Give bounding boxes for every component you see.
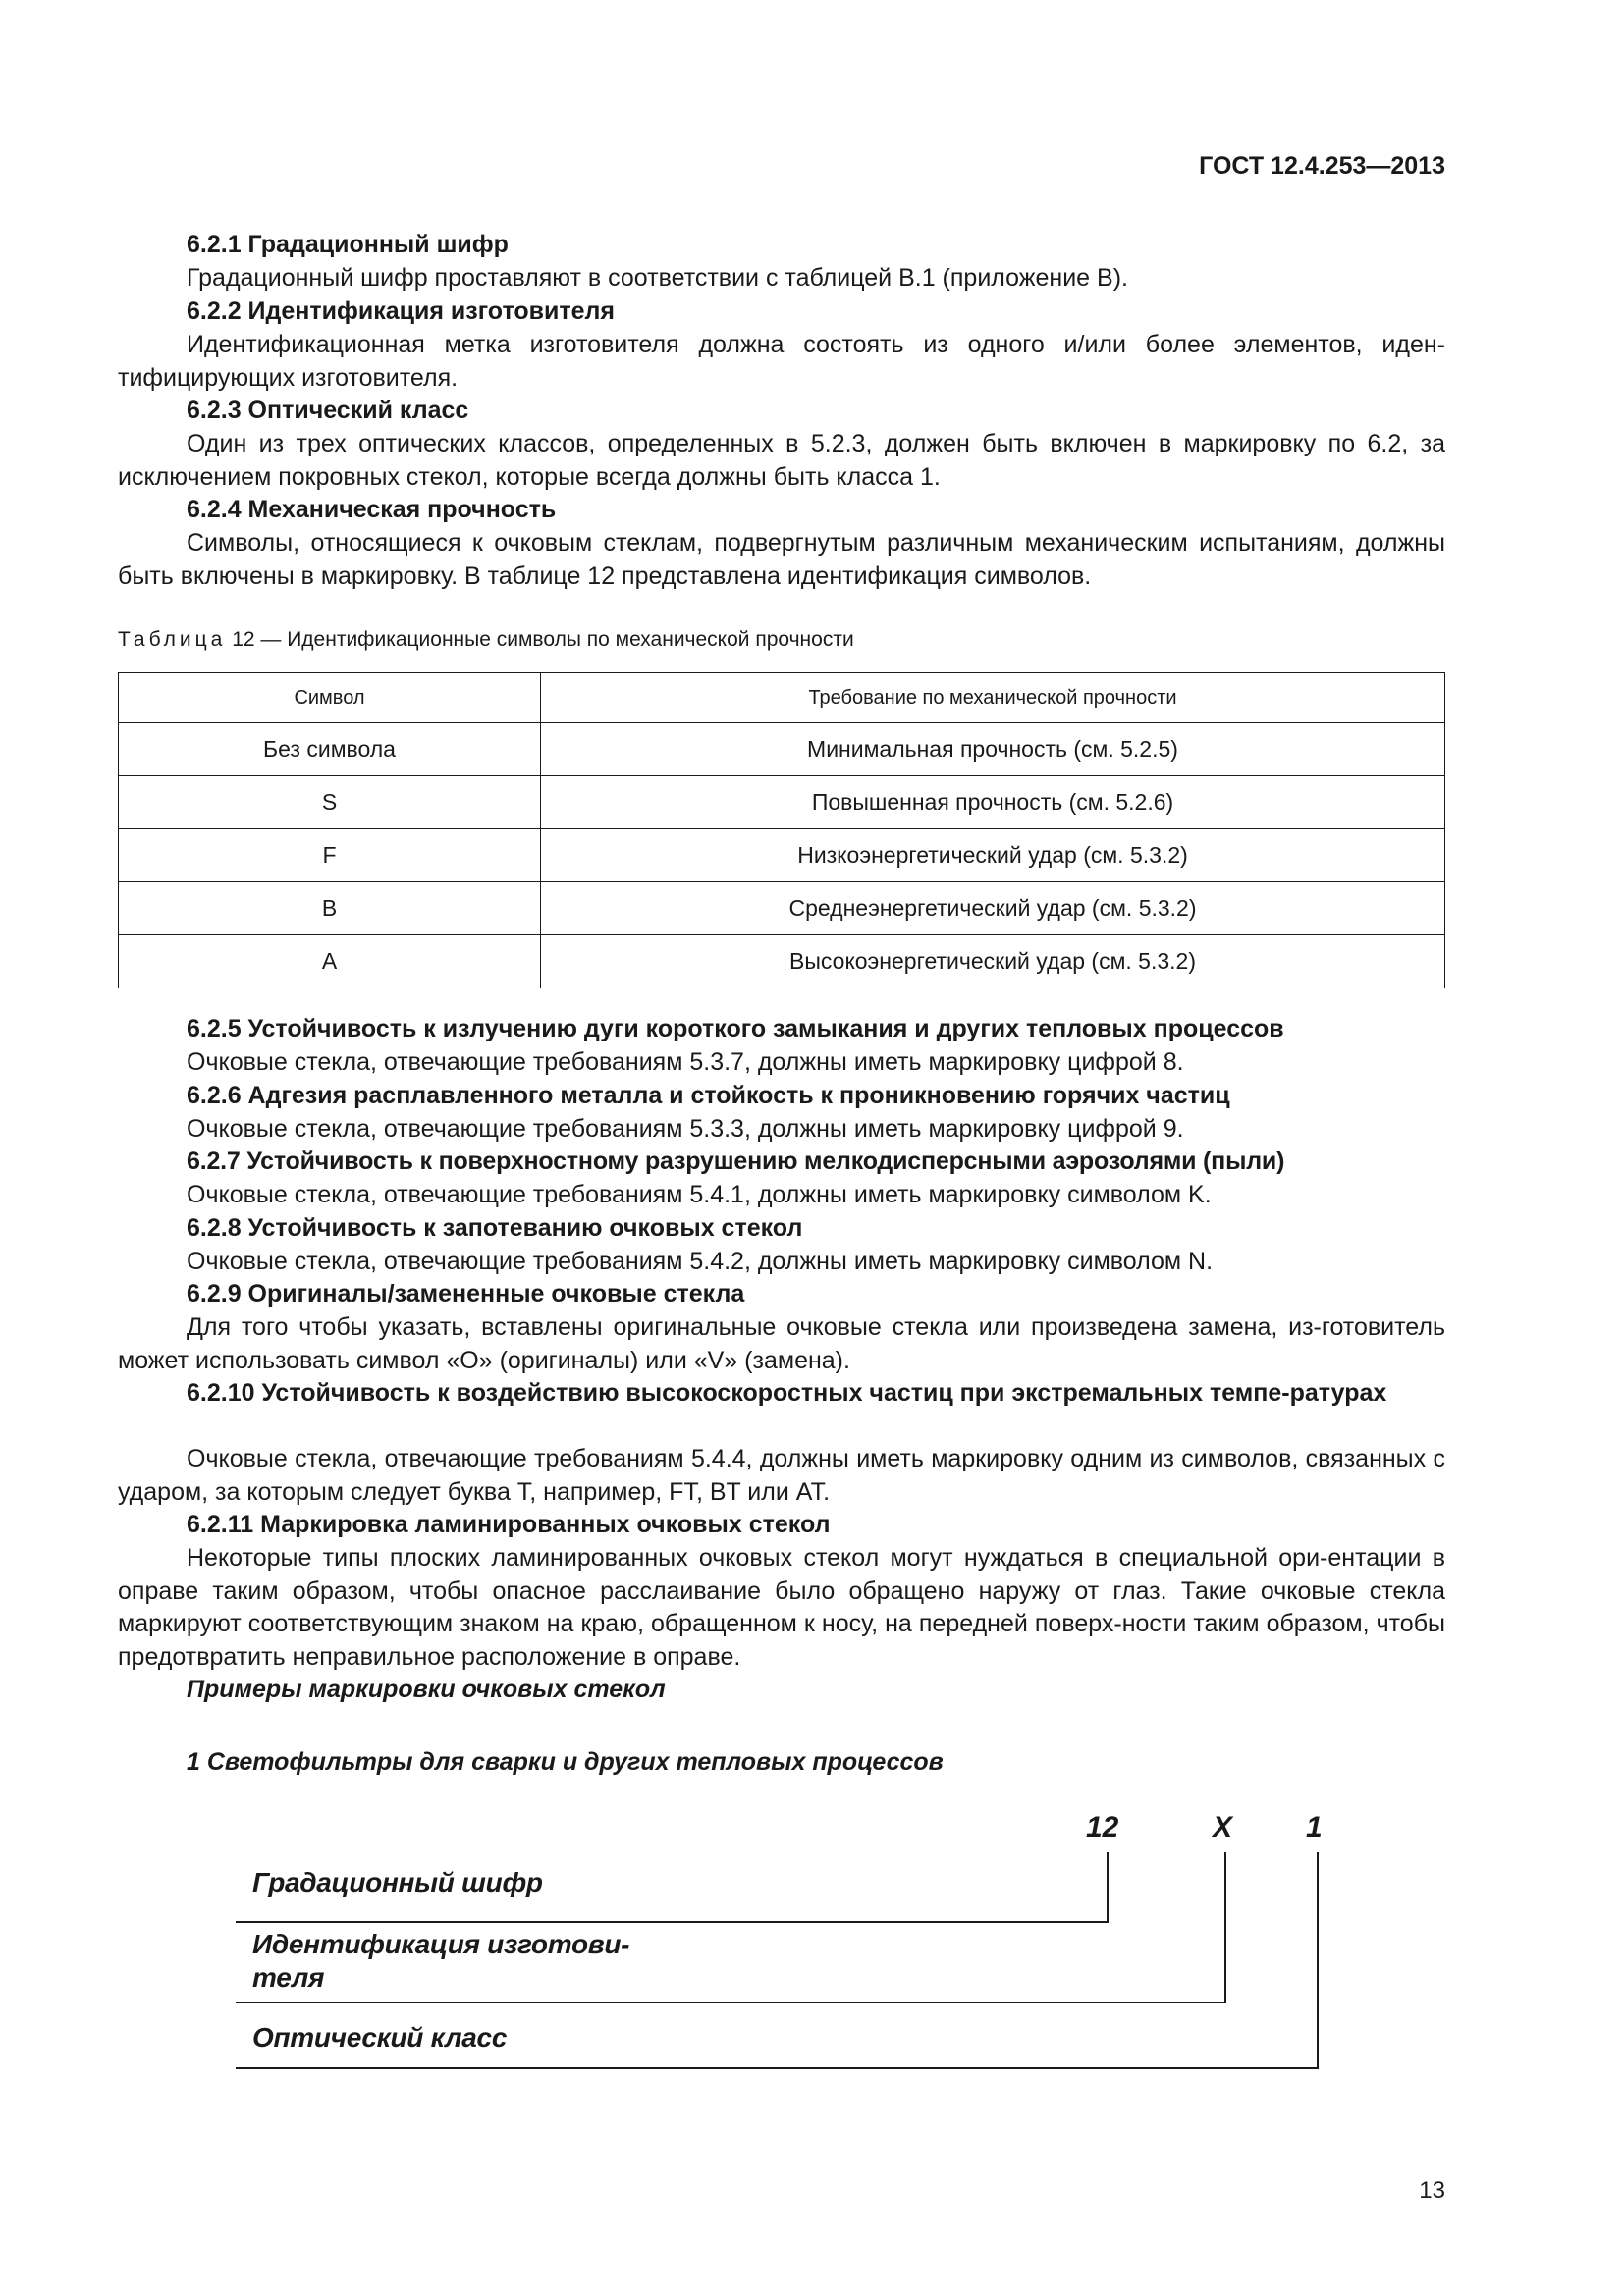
diagram-leader-lines (236, 1811, 1335, 2086)
section-text-6-2-7: Очковые стекла, отвечающие требованиям 5.4.1, должны иметь маркировку символом K. (187, 1181, 1212, 1208)
section-text-6-2-1: Градационный шифр проставляют в соответствии с таблицей В.1 (приложение В). (187, 264, 1128, 292)
table-cell-symbol: Без символа (119, 723, 541, 776)
mark-manufacturer-id: X (1213, 1811, 1233, 1843)
table-cell-requirement: Низкоэнергетический удар (см. 5.3.2) (541, 829, 1445, 882)
mark-optical-class: 1 (1306, 1811, 1323, 1843)
table-row (119, 829, 1445, 882)
marking-diagram (236, 1811, 1335, 2086)
section-title-6-2-7: 6.2.7 Устойчивость к поверхностному разрушению мелкодисперсными аэрозолями (пыли) (187, 1148, 1285, 1175)
table-cell-requirement: Повышенная прочность (см. 5.2.6) (541, 776, 1445, 829)
document-code: ГОСТ 12.4.253—2013 (1199, 152, 1445, 180)
table-row (119, 935, 1445, 988)
table-cell-requirement: Минимальная прочность (см. 5.2.5) (541, 723, 1445, 776)
section-text-6-2-6: Очковые стекла, отвечающие требованиям 5.3.3, должны иметь маркировку цифрой 9. (187, 1115, 1184, 1143)
label-manufacturer-id-line2: теля (252, 1962, 325, 1993)
table-cell-symbol: S (119, 776, 541, 829)
table-caption-text: 12 — Идентификационные символы по механической прочности (232, 628, 854, 651)
section-text-6-2-11: Некоторые типы плоских ламинированных очковых стекол могут нуждаться в специальной ори-ентации в оправе таким образом, чтобы опасное расслаивание было обращено наружу от глаз. Такие очковые стекла маркируют соответствующим знаком на краю, обращенном к носу, на передней поверх-ности таким образом, чтобы предотвратить неправильное расположение в оправе. (118, 1544, 1445, 1671)
table-cell-requirement: Среднеэнергетический удар (см. 5.3.2) (541, 882, 1445, 935)
table-row (119, 882, 1445, 935)
section-title-6-2-11: 6.2.11 Маркировка ламинированных очковых стекол (187, 1511, 831, 1538)
section-text-6-2-10: Очковые стекла, отвечающие требованиям 5.4.4, должны иметь маркировку одним из символов, связанных с ударом, за которым следует буква T, например, FT, BT или AT. (118, 1445, 1445, 1506)
table-caption-prefix: Таблица (118, 628, 227, 651)
section-title-6-2-6: 6.2.6 Адгезия расплавленного металла и стойкость к проникновению горячих частиц (187, 1082, 1230, 1109)
label-gradation-code: Градационный шифр (252, 1867, 543, 1897)
leader-line-optical-class (236, 1852, 1318, 2068)
leader-line-manufacturer (236, 1852, 1225, 2002)
section-title-6-2-10: 6.2.10 Устойчивость к воздействию высокоскоростных частиц при экстремальных темпе-ратурах (187, 1379, 1387, 1407)
section-title-6-2-3: 6.2.3 Оптический класс (187, 397, 469, 424)
table-caption (118, 625, 854, 655)
table-cell-requirement: Высокоэнергетический удар (см. 5.3.2) (541, 935, 1445, 988)
leader-line-gradation (236, 1852, 1108, 1922)
section-title-6-2-8: 6.2.8 Устойчивость к запотеванию очковых стекол (187, 1214, 803, 1242)
section-text-6-2-3: Один из трех оптических классов, определенных в 5.2.3, должен быть включен в маркировку по 6.2, за исключением покровных стекол, которые всегда должны быть класса 1. (118, 430, 1445, 491)
section-text-6-2-2: Идентификационная метка изготовителя должна состоять из одного и/или более элементов, иден-тифицирующих изготовителя. (118, 331, 1445, 392)
section-text-6-2-9: Для того чтобы указать, вставлены оригинальные очковые стекла или произведена замена, из-готовитель может использовать символ «O» (оригиналы) или «V» (замена). (118, 1313, 1445, 1374)
table-cell-symbol: F (119, 829, 541, 882)
table-header-requirement: Требование по механической прочности (541, 673, 1445, 723)
section-text-6-2-5: Очковые стекла, отвечающие требованиям 5.3.7, должны иметь маркировку цифрой 8. (187, 1048, 1184, 1076)
section-text-6-2-8: Очковые стекла, отвечающие требованиям 5.4.2, должны иметь маркировку символом N. (187, 1248, 1214, 1275)
table-row (119, 776, 1445, 829)
table-cell-symbol: B (119, 882, 541, 935)
label-optical-class: Оптический класс (252, 2022, 508, 2053)
table-header-symbol: Символ (119, 673, 541, 723)
section-title-6-2-1: 6.2.1 Градационный шифр (187, 231, 509, 258)
page-number: 13 (1419, 2177, 1445, 2204)
section-title-6-2-4: 6.2.4 Механическая прочность (187, 496, 557, 523)
section-title-6-2-5: 6.2.5 Устойчивость к излучению дуги короткого замыкания и других тепловых процессов (187, 1015, 1284, 1042)
section-title-6-2-9: 6.2.9 Оригиналы/замененные очковые стекла (187, 1280, 745, 1308)
table-cell-symbol: A (119, 935, 541, 988)
table-header-row (119, 673, 1445, 723)
section-text-6-2-4: Символы, относящиеся к очковым стеклам, подвергнутым различным механическим испытаниям, должны быть включены в маркировку. В таблице 12 представлена идентификация символов. (118, 529, 1445, 590)
example-1-title: 1 Светофильтры для сварки и других тепловых процессов (187, 1748, 944, 1776)
mechanical-strength-table (118, 672, 1445, 988)
examples-title: Примеры маркировки очковых стекол (187, 1676, 666, 1703)
section-title-6-2-2: 6.2.2 Идентификация изготовителя (187, 297, 615, 325)
table-row (119, 723, 1445, 776)
label-manufacturer-id-line1: Идентификация изготови- (252, 1929, 630, 1959)
mark-gradation-code: 12 (1086, 1811, 1119, 1843)
